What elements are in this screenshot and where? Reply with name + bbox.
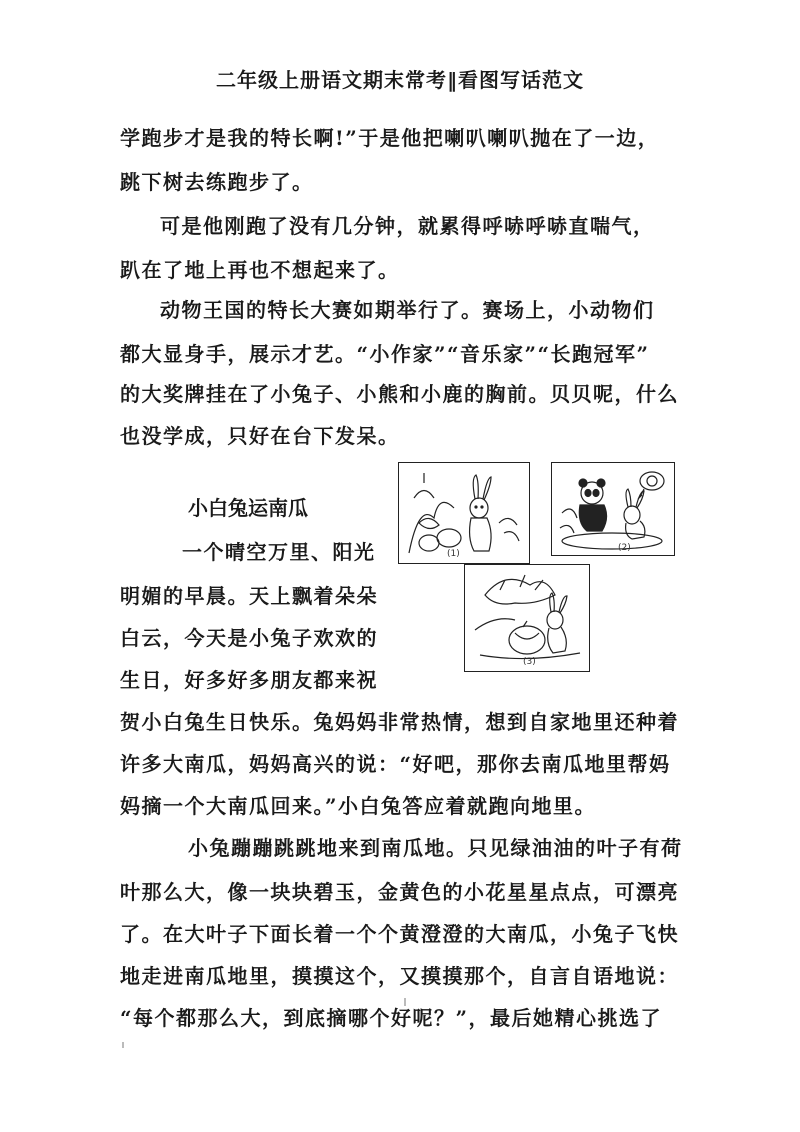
paragraph-line: 可是他刚跑了没有几分钟，就累得呼哧呼哧直喘气， bbox=[160, 214, 655, 238]
paragraph-line: 跳下树去练跑步了。 bbox=[120, 170, 314, 194]
paragraph-line: 的大奖牌挂在了小兔子、小熊和小鹿的胸前。贝贝呢，什么 bbox=[120, 382, 679, 406]
paragraph-line: 叶那么大，像一块块碧玉，金黄色的小花星星点点，可漂亮 bbox=[120, 880, 679, 904]
illustration-3-rabbit-rolling-pumpkin bbox=[464, 564, 590, 672]
figure-label: (1) bbox=[447, 549, 460, 559]
story-title: 小白兔运南瓜 bbox=[188, 496, 308, 520]
paragraph-line: 妈摘一个大南瓜回来。”小白兔答应着就跑向地里。 bbox=[120, 794, 597, 818]
paragraph-line: “每个都那么大，到底摘哪个好呢？”，最后她精心挑选了 bbox=[120, 1006, 663, 1030]
paragraph-line: 白云，今天是小兔子欢欢的 bbox=[120, 626, 378, 650]
paragraph-line: 生日，好多好多朋友都来祝 bbox=[120, 668, 378, 692]
paragraph-line: 一个晴空万里、阳光 bbox=[182, 540, 376, 564]
scan-artifact bbox=[404, 998, 406, 1006]
paragraph-line: 学跑步才是我的特长啊!”于是他把喇叭喇叭抛在了一边， bbox=[120, 126, 660, 150]
paragraph-line: 小兔蹦蹦跳跳地来到南瓜地。只见绿油油的叶子有荷 bbox=[188, 836, 683, 860]
paragraph-line: 贺小白兔生日快乐。兔妈妈非常热情，想到自家地里还种着 bbox=[120, 710, 679, 734]
paragraph-line: 也没学成，只好在台下发呆。 bbox=[120, 424, 400, 448]
paragraph-line: 都大显身手，展示才艺。“小作家”“音乐家”“长跑冠军” bbox=[120, 342, 650, 366]
illustration-2-panda-rabbit bbox=[551, 462, 675, 556]
paragraph-line: 趴在了地上再也不想起来了。 bbox=[120, 258, 400, 282]
illustration-1-rabbit-pumpkins bbox=[398, 462, 530, 564]
scan-artifact bbox=[122, 1042, 124, 1048]
figure-label: (2) bbox=[618, 543, 631, 553]
paragraph-line: 许多大南瓜，妈妈高兴的说：“好吧，那你去南瓜地里帮妈 bbox=[120, 752, 671, 776]
paragraph-line: 明媚的早晨。天上飘着朵朵 bbox=[120, 584, 378, 608]
figure-label: (3) bbox=[523, 657, 536, 667]
paragraph-line: 了。在大叶子下面长着一个个黄澄澄的大南瓜，小兔子飞快 bbox=[120, 922, 679, 946]
paragraph-line: 地走进南瓜地里，摸摸这个，又摸摸那个，自言自语地说： bbox=[120, 964, 679, 988]
paragraph-line: 动物王国的特长大赛如期举行了。赛场上，小动物们 bbox=[160, 298, 655, 322]
page-title: 二年级上册语文期末常考‖看图写话范文 bbox=[216, 68, 584, 92]
